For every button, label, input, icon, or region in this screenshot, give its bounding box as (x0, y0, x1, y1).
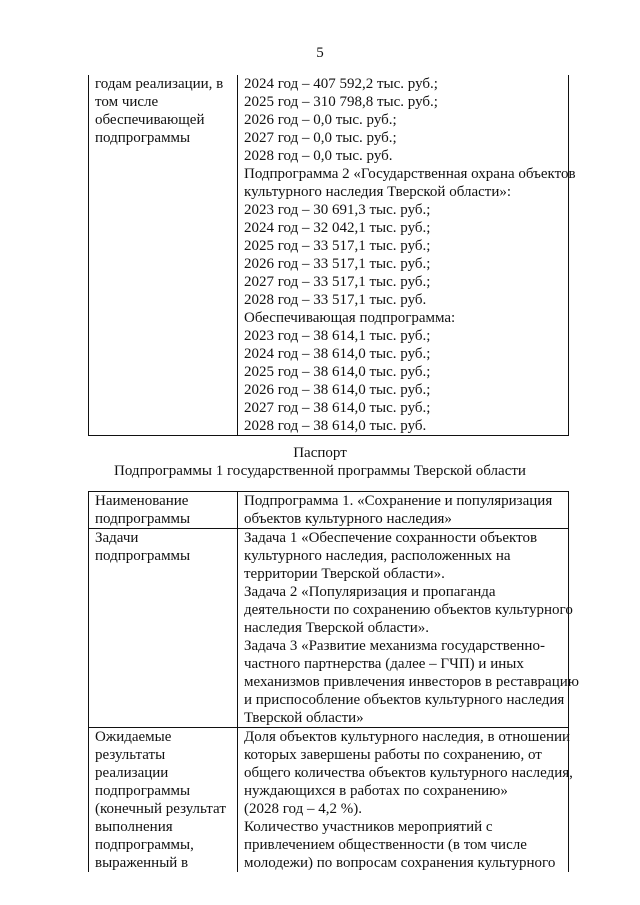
value-line: Подпрограмма 1. «Сохранение и популяризация (244, 493, 553, 509)
label-line: (конечный результат (95, 801, 226, 817)
label-line: подпрограммы (95, 130, 191, 146)
label-cell (89, 75, 238, 436)
passport-table (88, 491, 579, 872)
value-line: 2024 год – 407 592,2 тыс. руб.; (244, 76, 438, 92)
value-line: 2024 год – 38 614,0 тыс. руб.; (244, 346, 431, 362)
value-cell (238, 492, 569, 529)
value-line: и приспособление объектов культурного наследия (244, 692, 565, 708)
value-line: привлечением общественности (в том числе (244, 837, 527, 853)
table-row (89, 529, 569, 728)
value-line: общего количества объектов культурного наследия, (244, 765, 573, 781)
label-line: том числе (95, 94, 159, 110)
page-number: 5 (316, 45, 324, 61)
value-line: 2027 год – 33 517,1 тыс. руб.; (244, 274, 431, 290)
value-line: 2023 год – 30 691,3 тыс. руб.; (244, 202, 431, 218)
value-cell (238, 75, 576, 436)
value-line: Обеспечивающая подпрограмма: (244, 310, 456, 326)
value-line: 2028 год – 33 517,1 тыс. руб. (244, 292, 427, 308)
passport-subtitle: Подпрограммы 1 государственной программы Тверской области (114, 463, 526, 479)
label-line: Задачи (95, 530, 139, 546)
value-line: 2025 год – 33 517,1 тыс. руб.; (244, 238, 431, 254)
value-line: 2026 год – 38 614,0 тыс. руб.; (244, 382, 431, 398)
value-line: Тверской области» (244, 710, 364, 726)
value-line: механизмов привлечения инвесторов в реставрацию (244, 674, 579, 690)
value-line: которых завершены работы по сохранению, от (244, 747, 542, 763)
label-line: подпрограммы, (95, 837, 194, 853)
value-line: объектов культурного наследия» (244, 511, 452, 527)
funding-table (88, 75, 576, 436)
value-line: Подпрограмма 2 «Государственная охрана объектов (244, 166, 576, 182)
label-cell (89, 728, 238, 873)
label-line: реализации (95, 765, 169, 781)
value-line: 2026 год – 0,0 тыс. руб.; (244, 112, 397, 128)
value-line: Количество участников мероприятий с (244, 819, 493, 835)
value-line: культурного наследия Тверской области»: (244, 184, 512, 200)
label-cell (89, 529, 238, 728)
value-line: 2024 год – 32 042,1 тыс. руб.; (244, 220, 431, 236)
value-cell (238, 728, 573, 873)
label-line: выполнения (95, 819, 173, 835)
label-line: подпрограммы (95, 511, 191, 527)
label-line: выраженный в (95, 855, 189, 871)
value-line: культурного наследия, расположенных на (244, 548, 511, 564)
value-line: 2027 год – 38 614,0 тыс. руб.; (244, 400, 431, 416)
label-line: Наименование (95, 493, 189, 509)
value-line: наследия Тверской области». (244, 620, 430, 636)
value-line: Доля объектов культурного наследия, в отношении (244, 729, 571, 745)
value-line: территории Тверской области». (244, 566, 445, 582)
value-line: молодежи) по вопросам сохранения культурного (244, 855, 556, 871)
label-line: подпрограммы (95, 783, 191, 799)
label-cell (89, 492, 238, 529)
value-line: Задача 1 «Обеспечение сохранности объектов (244, 530, 538, 546)
value-cell (238, 529, 579, 728)
value-line: частного партнерства (далее – ГЧП) и иных (244, 656, 524, 672)
label-line: результаты (95, 747, 166, 763)
table-row (89, 492, 569, 529)
value-line: 2023 год – 38 614,1 тыс. руб.; (244, 328, 431, 344)
value-line: 2028 год – 0,0 тыс. руб. (244, 148, 393, 164)
value-line: (2028 год – 4,2 %). (244, 801, 362, 817)
label-line: Ожидаемые (95, 729, 172, 745)
value-line: 2025 год – 310 798,8 тыс. руб.; (244, 94, 438, 110)
value-line: 2025 год – 38 614,0 тыс. руб.; (244, 364, 431, 380)
passport-heading (0, 444, 640, 480)
value-line: Задача 2 «Популяризация и пропаганда (244, 584, 496, 600)
value-line: 2026 год – 33 517,1 тыс. руб.; (244, 256, 431, 272)
value-line: деятельности по сохранению объектов культурного (244, 602, 573, 618)
table-row (89, 75, 569, 436)
value-line: 2028 год – 38 614,0 тыс. руб. (244, 418, 427, 434)
value-line: Задача 3 «Развитие механизма государственно- (244, 638, 545, 654)
table-row (89, 728, 569, 873)
label-line: годам реализации, в (95, 76, 224, 92)
label-line: подпрограммы (95, 548, 191, 564)
value-line: 2027 год – 0,0 тыс. руб.; (244, 130, 397, 146)
label-line: обеспечивающей (95, 112, 205, 128)
passport-title: Паспорт (293, 445, 347, 461)
value-line: нуждающихся в работах по сохранению» (244, 783, 508, 799)
